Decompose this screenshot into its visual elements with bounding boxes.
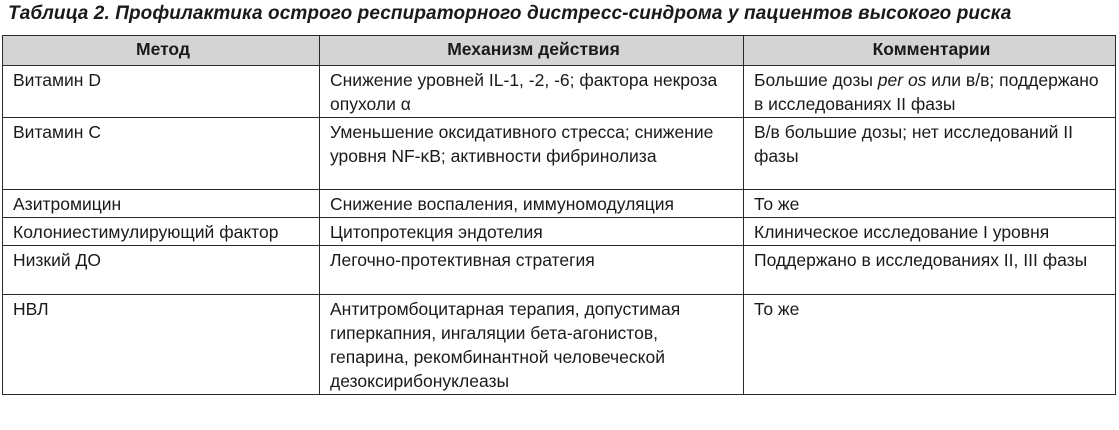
mechanism-cell: Легочно-протективная стратегия (320, 246, 744, 295)
comments-text: Большие дозы (754, 70, 878, 90)
column-header-mechanism: Механизм действия (320, 36, 744, 66)
comments-cell: Клиническое исследование I уровня (744, 218, 1116, 246)
method-cell: НВЛ (3, 295, 320, 395)
mechanism-cell: Снижение уровней IL-1, -2, -6; фактора некроза опухоли α (320, 66, 744, 118)
comments-cell: То же (744, 295, 1116, 395)
table-row (3, 218, 1116, 246)
comments-cell: Поддержано в исследованиях II, III фазы (744, 246, 1116, 295)
column-header-method: Метод (3, 36, 320, 66)
mechanism-cell: Антитромбоцитарная терапия, допустимая гиперкапния, ингаляции бета-агонистов, гепарина, рекомбинантной человеческой дезоксирибонуклеазы (320, 295, 744, 395)
comments-text: или в/в; поддержано в исследованиях II фазы (754, 70, 1099, 114)
column-header-comments: Комментарии (744, 36, 1116, 66)
comments-italic-text: per os (877, 70, 927, 90)
method-cell: Колониестимулирующий фактор (3, 218, 320, 246)
table-row (3, 246, 1116, 295)
comments-cell: То же (744, 190, 1116, 218)
prevention-table (2, 35, 1116, 395)
method-cell: Витамин D (3, 66, 320, 118)
mechanism-cell: Уменьшение оксидативного стресса; снижение уровня NF-κB; активности фибринолиза (320, 118, 744, 190)
method-cell: Низкий ДО (3, 246, 320, 295)
table-caption: Таблица 2. Профилактика острого респираторного дистресс-синдрома у пациентов высокого риска (8, 3, 1012, 24)
table-row (3, 190, 1116, 218)
table-row (3, 66, 1116, 118)
comments-cell: В/в большие дозы; нет исследований II фазы (744, 118, 1116, 190)
mechanism-cell: Цитопротекция эндотелия (320, 218, 744, 246)
method-cell: Азитромицин (3, 190, 320, 218)
comments-cell (744, 66, 1116, 118)
table-row (3, 118, 1116, 190)
mechanism-cell: Снижение воспаления, иммуномодуляция (320, 190, 744, 218)
table-header-row (3, 36, 1116, 66)
table-row (3, 295, 1116, 395)
method-cell: Витамин С (3, 118, 320, 190)
